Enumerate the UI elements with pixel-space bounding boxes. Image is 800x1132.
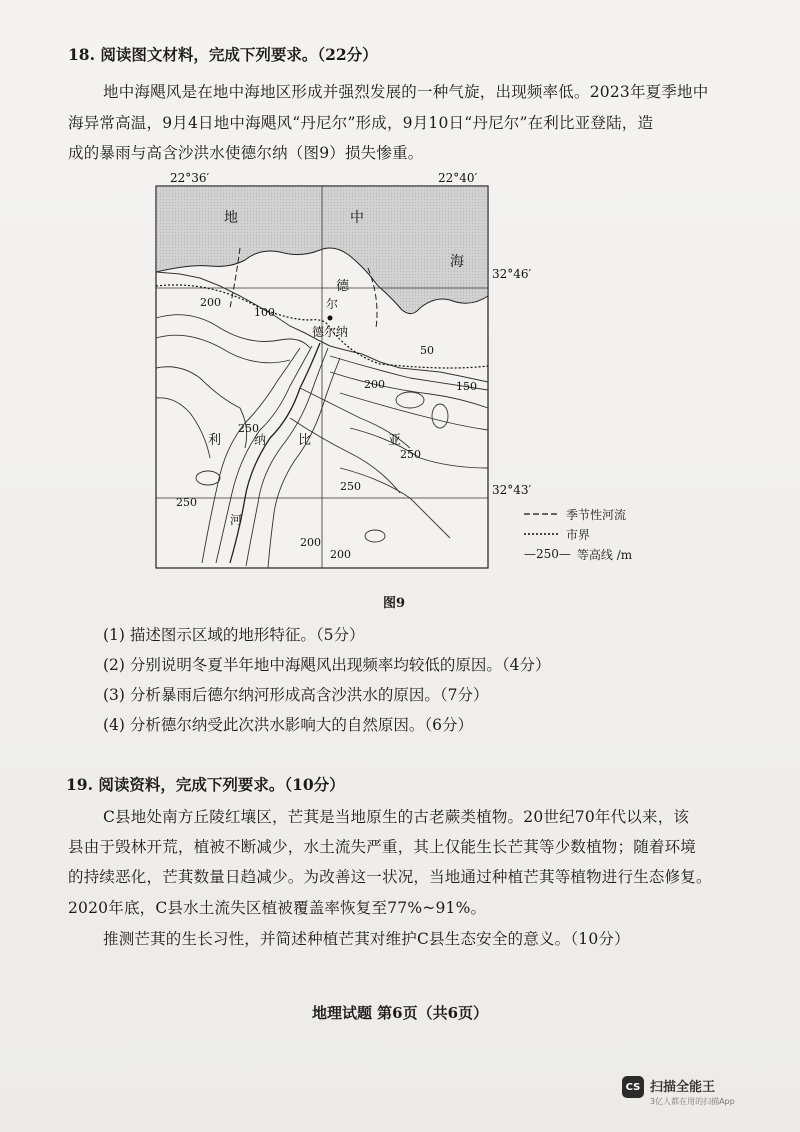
sea-label-1: 地 bbox=[224, 210, 238, 226]
country-label-3: 亚 bbox=[388, 433, 402, 448]
page-footer: 地理试题 第6页（共6页） bbox=[311, 1004, 489, 1022]
contour-label: 200 bbox=[300, 536, 321, 549]
scanner-title: 扫描全能王 bbox=[650, 1080, 716, 1095]
legend-contour: —250— 等高线 /m bbox=[524, 547, 633, 562]
q19-para-line-3: 的持续恶化，芒萁数量日趋减少。为改善这一状况，当地通过种植芒萁等植物进行生态修复。 bbox=[68, 868, 712, 886]
river-label-4: 河 bbox=[230, 513, 243, 527]
q19-task: 推测芒萁的生长习性，并简述种植芒萁对维护C县生态安全的意义。（10分） bbox=[103, 930, 630, 948]
contour-label: 50 bbox=[420, 344, 434, 357]
legend-seasonal-river: 季节性河流 bbox=[566, 507, 627, 522]
q19-para-line-1: C县地处南方丘陵红壤区，芒萁是当地原生的古老蕨类植物。20世纪70年代以来，该 bbox=[103, 808, 690, 826]
river-label-2: 尔 bbox=[326, 297, 339, 311]
contour-label: 250 bbox=[238, 422, 259, 435]
scanner-watermark bbox=[622, 1074, 772, 1114]
q18-header: 18. 阅读图文材料，完成下列要求。（22分） bbox=[68, 45, 378, 64]
lat-bottom-label: 32°43′ bbox=[492, 483, 532, 497]
legend-city-boundary: 市界 bbox=[566, 527, 591, 542]
contour-label: 250 bbox=[400, 448, 421, 461]
q18-para-line-2: 海异常高温，9月4日地中海飓风“丹尼尔”形成，9月10日“丹尼尔”在利比亚登陆，造 bbox=[68, 114, 654, 132]
q18-para-line-1: 地中海飓风是在地中海地区形成并强烈发展的一种气旋，出现频率低。2023年夏季地中 bbox=[103, 83, 709, 101]
q18-sub-3: (3) 分析暴雨后德尔纳河形成高含沙洪水的原因。（7分） bbox=[103, 686, 489, 704]
contour-label: 250 bbox=[176, 496, 197, 509]
city-label: 德尔纳 bbox=[312, 325, 349, 339]
sea-label-3: 海 bbox=[450, 254, 464, 270]
q19-header: 19. 阅读资料，完成下列要求。（10分） bbox=[66, 775, 345, 794]
sea-label-2: 中 bbox=[350, 210, 364, 226]
country-label-2: 比 bbox=[298, 433, 312, 448]
lon-left-label: 22°36′ bbox=[170, 171, 210, 185]
scanner-logo-icon: CS bbox=[622, 1076, 644, 1098]
contour-label: 200 bbox=[330, 548, 351, 561]
contour-label: 100 bbox=[254, 306, 275, 319]
lon-right-label: 22°40′ bbox=[438, 171, 478, 185]
country-label-1: 利 bbox=[208, 433, 222, 448]
q18-sub-4: (4) 分析德尔纳受此次洪水影响大的自然原因。（6分） bbox=[103, 716, 473, 734]
figure-caption: 图9 bbox=[383, 596, 406, 611]
contour-label: 250 bbox=[340, 480, 361, 493]
river-label-3: 纳 bbox=[254, 433, 267, 447]
q18-sub-1: (1) 描述图示区域的地形特征。（5分） bbox=[103, 626, 365, 644]
q19-para-line-2: 县由于毁林开荒，植被不断减少，水土流失严重，其上仅能生长芒萁等少数植物；随着环境 bbox=[68, 838, 697, 856]
map-legend bbox=[524, 504, 632, 564]
scanner-subtitle: 3亿人都在用的扫描App bbox=[650, 1097, 735, 1106]
q18-sub-2: (2) 分别说明冬夏半年地中海飓风出现频率均较低的原因。（4分） bbox=[103, 656, 551, 674]
contour-label: 200 bbox=[364, 378, 385, 391]
contour-label: 200 bbox=[200, 296, 221, 309]
river-label-1: 德 bbox=[336, 279, 350, 294]
q19-para-line-4: 2020年底，C县水土流失区植被覆盖率恢复至77%~91%。 bbox=[68, 899, 487, 917]
lat-top-label: 32°46′ bbox=[492, 267, 532, 281]
city-marker bbox=[328, 316, 333, 321]
contour-label: 150 bbox=[456, 380, 477, 393]
q18-para-line-3: 成的暴雨与高含沙洪水使德尔纳（图9）损失惨重。 bbox=[68, 144, 424, 162]
